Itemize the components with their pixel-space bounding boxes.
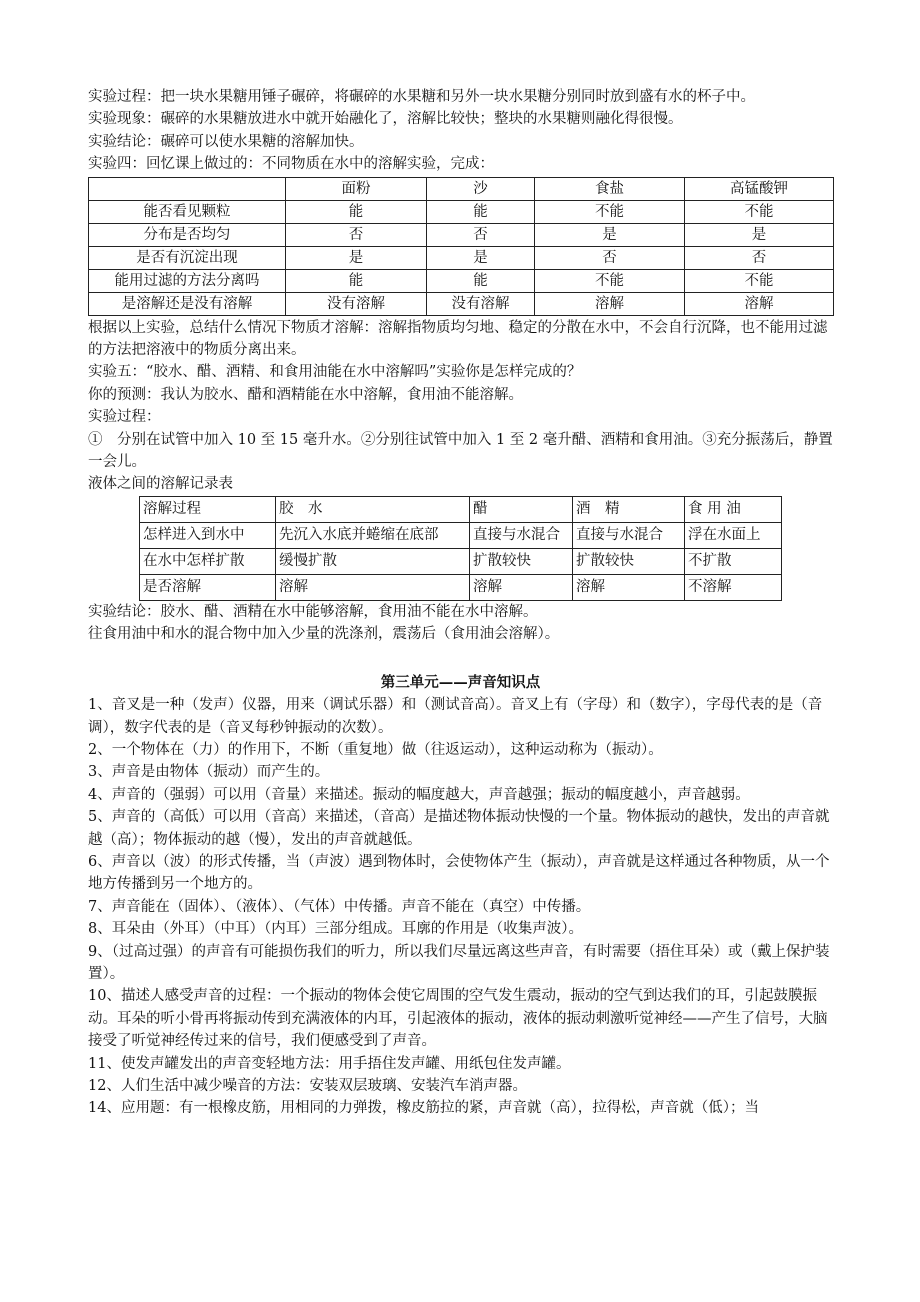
- table-cell: 是否溶解: [140, 574, 276, 600]
- table-cell: 分布是否均匀: [89, 223, 286, 246]
- table-cell: 能: [286, 269, 427, 292]
- table-cell: 是: [535, 223, 685, 246]
- table-row: [89, 292, 834, 315]
- text-line: 往食用油中和水的混合物中加入少量的洗涤剂，震荡后（食用油会溶解）。: [88, 626, 560, 643]
- text-line: 实验四：回忆课上做过的：不同物质在水中的溶解实验，完成：: [88, 156, 494, 173]
- table-cell: 能否看见颗粒: [89, 200, 286, 223]
- table-cell: 面粉: [286, 177, 427, 200]
- table-cell: 能: [286, 200, 427, 223]
- knowledge-point: 14、应用题：有一根橡皮筋，用相同的力弹拨，橡皮筋拉的紧，声音就（高），拉得松，声音就（低）；当: [88, 1100, 759, 1117]
- text-line: 实验现象：碾碎的水果糖放进水中就开始融化了，溶解比较快；整块的水果糖则融化得很慢。: [88, 111, 683, 128]
- table-cell: 在水中怎样扩散: [140, 548, 276, 574]
- text-line: 你的预测：我认为胶水、醋和酒精能在水中溶解，食用油不能溶解。: [88, 386, 523, 403]
- table-cell: 不能: [685, 269, 834, 292]
- liquid-dissolving-record-table: [139, 496, 782, 601]
- knowledge-point: 9、（过高过强）的声音有可能损伤我们的听力，所以我们尽量远离这些声音，有时需要（捂住耳朵）或（戴上保护装置）。: [88, 943, 830, 982]
- table-cell: 溶解: [276, 574, 470, 600]
- text-line: 实验结论：胶水、醋、酒精在水中能够溶解，食用油不能在水中溶解。: [88, 603, 538, 620]
- table-cell: 醋: [470, 496, 573, 522]
- table-cell: 能用过滤的方法分离吗: [89, 269, 286, 292]
- knowledge-point: 5、声音的（高低）可以用（音高）来描述，（音高）是描述物体振动快慢的一个量。物体振动的越快，发出的声音就越（高）；物体振动的越（慢），发出的声音就越低。: [88, 809, 830, 848]
- table-cell: 没有溶解: [286, 292, 427, 315]
- knowledge-point: 11、使发声罐发出的声音变轻地方法：用手捂住发声罐、用纸包住发声罐。: [88, 1055, 571, 1072]
- knowledge-point: 4、声音的（强弱）可以用（音量）来描述。振动的幅度越大，声音越强；振动的幅度越小，声音越弱。: [88, 786, 750, 803]
- table-cell: 不能: [535, 269, 685, 292]
- table-cell: 食盐: [535, 177, 685, 200]
- table-cell: 酒 精: [573, 496, 685, 522]
- knowledge-point: 8、耳朵由（外耳）（中耳）（内耳）三部分组成。耳廓的作用是（收集声波）。: [88, 921, 583, 938]
- table-cell: 缓慢扩散: [276, 548, 470, 574]
- knowledge-point: 1、音叉是一种（发声）仪器，用来（调试乐器）和（测试音高）。音叉上有（字母）和（数字），字母代表的是（音调），数字代表的是（音叉每秒钟振动的次数）。: [88, 697, 823, 736]
- table-cell: 食 用 油: [685, 496, 782, 522]
- table-caption: 液体之间的溶解记录表: [88, 476, 233, 493]
- table-row: [89, 246, 834, 269]
- table-cell: 没有溶解: [427, 292, 535, 315]
- table-cell: 溶解: [573, 574, 685, 600]
- table-cell: 浮在水面上: [685, 522, 782, 548]
- table-cell: 是: [427, 246, 535, 269]
- table-cell: 否: [286, 223, 427, 246]
- text-line: 实验结论：碾碎可以使水果糖的溶解加快。: [88, 133, 364, 150]
- document-page: [88, 86, 833, 1120]
- table-cell: 直接与水混合: [573, 522, 685, 548]
- text-paragraph: 根据以上实验，总结什么情况下物质才溶解：溶解指物质均匀地、稳定的分散在水中，不会自行沉降，也不能用过滤的方法把溶液中的物质分离出来。: [88, 319, 828, 359]
- table-cell: 不能: [685, 200, 834, 223]
- table-cell: 能: [427, 269, 535, 292]
- table-row: [89, 269, 834, 292]
- text-line: 实验五：“胶水、醋、酒精、和食用油能在水中溶解吗”实验你是怎样完成的？: [88, 364, 582, 381]
- table-cell: 胶 水: [276, 496, 470, 522]
- table-row: [140, 548, 782, 574]
- table-row: [140, 574, 782, 600]
- knowledge-point: 6、声音以（波）的形式传播，当（声波）遇到物体时，会使物体产生（振动），声音就是这样通过各种物质，从一个地方传播到另一个地方的。: [88, 853, 830, 893]
- table-cell: 是溶解还是没有溶解: [89, 292, 286, 315]
- table-cell: 高锰酸钾: [685, 177, 834, 200]
- table-header-row: [89, 177, 834, 200]
- table-cell: 扩散较快: [573, 548, 685, 574]
- table-cell: 怎样进入到水中: [140, 522, 276, 548]
- table-cell: 否: [685, 246, 834, 269]
- table-cell: 溶解: [470, 574, 573, 600]
- table-row: [140, 522, 782, 548]
- text-line: 实验过程：把一块水果糖用锤子碾碎，将碾碎的水果糖和另外一块水果糖分别同时放到盛有水的杯子中。: [88, 89, 755, 105]
- knowledge-point: 3、声音是由物体（振动）而产生的。: [88, 764, 330, 781]
- table-cell: [89, 177, 286, 200]
- table-cell: 先沉入水底并蜷缩在底部: [276, 522, 470, 548]
- knowledge-point: 10、描述人感受声音的过程：一个振动的物体会使它周围的空气发生震动，振动的空气到达我们的耳，引起鼓膜振动。耳朵的听小骨再将振动传到充满液体的内耳，引起液体的振动，液体的振动刺激听觉神经——产生了信号，大脑接受了听觉神经传过来的信号，我们便感受到了声音。: [88, 988, 828, 1050]
- table-cell: 否: [535, 246, 685, 269]
- table-cell: 扩散较快: [470, 548, 573, 574]
- knowledge-point: 12、人们生活中减少噪音的方法：安装双层玻璃、安装汽车消声器。: [88, 1078, 527, 1094]
- table-cell: 直接与水混合: [470, 522, 573, 548]
- table-cell: 否: [427, 223, 535, 246]
- table-cell: 不扩散: [685, 548, 782, 574]
- table-cell: 是否有沉淀出现: [89, 246, 286, 269]
- knowledge-point: 2、一个物体在（力）的作用下，不断（重复地）做（往返运动），这种运动称为（振动）。: [88, 741, 663, 758]
- table-cell: 溶解: [685, 292, 834, 315]
- table-cell: 沙: [427, 177, 535, 200]
- table-cell: 是: [685, 223, 834, 246]
- text-line: 实验过程：: [88, 409, 161, 426]
- section-title: 第三单元——声音知识点: [380, 673, 541, 691]
- table-cell: 能: [427, 200, 535, 223]
- table-cell: 溶解: [535, 292, 685, 315]
- dissolving-experiment-table: [88, 177, 834, 316]
- table-row: [89, 200, 834, 223]
- text-paragraph: ① 分别在试管中加入 10 至 15 毫升水。②分别往试管中加入 1 至 2 毫升醋、酒精和食用油。③充分振荡后，静置一会儿。: [88, 431, 833, 471]
- table-cell: 溶解过程: [140, 496, 276, 522]
- table-row: [89, 223, 834, 246]
- table-cell: 不溶解: [685, 574, 782, 600]
- table-header-row: [140, 496, 782, 522]
- table-cell: 不能: [535, 200, 685, 223]
- table-cell: 是: [286, 246, 427, 269]
- knowledge-point: 7、声音能在（固体）、（液体）、（气体）中传播。声音不能在（真空）中传播。: [88, 898, 591, 915]
